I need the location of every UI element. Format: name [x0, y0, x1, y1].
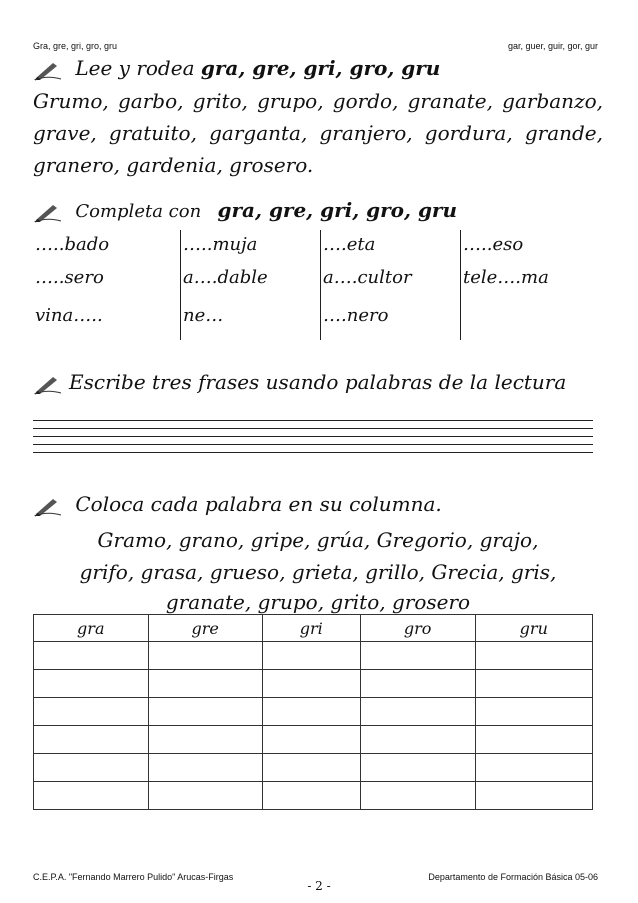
column-header-gre: gre	[148, 615, 262, 642]
complete-cell	[460, 301, 593, 340]
table-row	[34, 642, 593, 670]
header-left: Gra, gre, gri, gro, gru	[33, 41, 118, 51]
table-row	[34, 782, 593, 810]
complete-cell: tele….ma	[460, 263, 593, 301]
pen-writing-icon	[33, 373, 63, 395]
table-row	[34, 726, 593, 754]
complete-cell: ….eta	[320, 230, 460, 263]
section-complete-title	[33, 198, 457, 223]
complete-cell: …..sero	[35, 267, 104, 288]
column-header-gro: gro	[360, 615, 475, 642]
writing-lines[interactable]	[33, 420, 593, 460]
section-read-title	[33, 56, 440, 81]
section-sort-title	[33, 492, 442, 517]
table-row	[34, 698, 593, 726]
complete-cell: a….dable	[180, 263, 320, 301]
section-complete-label: Completa con	[75, 201, 202, 222]
pen-writing-icon	[33, 59, 63, 81]
complete-cell: vina…..	[35, 305, 103, 326]
section-read-syllables: gra, gre, gri, gro, gru	[200, 56, 441, 80]
sort-table	[33, 614, 593, 810]
table-row	[34, 670, 593, 698]
complete-cell: a….cultor	[320, 263, 460, 301]
word-list-line-3: granate, grupo, grito, grosero	[165, 590, 471, 614]
read-paragraph: Grumo, garbo, grito, grupo, gordo, granate, garbanzo, grave, gratuito, garganta, granjero, gordura, grande, granero, gardenia, grosero.	[33, 89, 603, 177]
complete-cell: …..muja	[180, 230, 320, 263]
header-right: gar, guer, guir, gor, gur	[507, 41, 598, 51]
complete-cell: …..bado	[35, 234, 110, 255]
section-write-label: Escribe tres frases usando palabras de la lectura	[69, 370, 567, 394]
complete-cell: ne…	[180, 301, 320, 340]
column-header-gri: gri	[262, 615, 360, 642]
footer-school: C.E.P.A. "Fernando Marrero Pulido" Arucas-Firgas	[33, 872, 234, 882]
pen-writing-icon	[33, 201, 63, 223]
section-complete-syllables: gra, gre, gri, gro, gru	[217, 198, 458, 222]
section-write-title	[33, 366, 603, 398]
section-sort-label: Coloca cada palabra en su columna.	[75, 492, 442, 516]
word-list-line-2: grifo, grasa, grueso, grieta, grillo, Grecia, gris,	[79, 560, 557, 584]
table-row	[34, 754, 593, 782]
pen-writing-icon	[33, 495, 63, 517]
complete-cell: ….nero	[320, 301, 460, 340]
section-read-label: Lee y rodea	[75, 56, 195, 80]
word-list-line-1: Gramo, grano, gripe, grúa, Gregorio, grajo,	[97, 528, 539, 552]
page-number: - 2 -	[307, 879, 331, 893]
complete-grid	[33, 230, 593, 340]
footer-department: Departamento de Formación Básica 05-06	[428, 872, 598, 882]
column-header-gra: gra	[34, 615, 149, 642]
column-header-gru: gru	[475, 615, 592, 642]
complete-cell: …..eso	[460, 230, 593, 263]
